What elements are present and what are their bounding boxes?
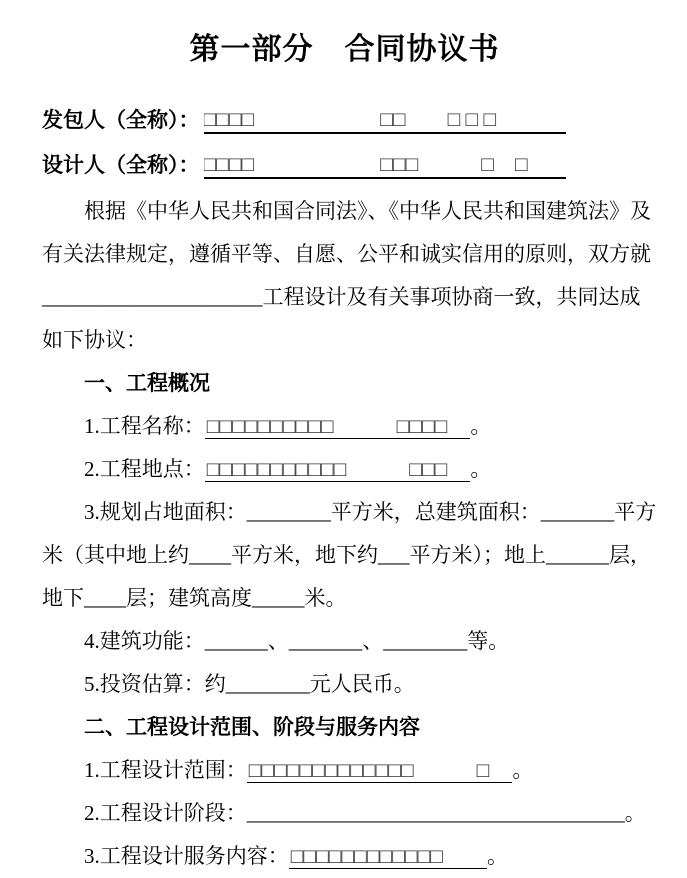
preamble-line-2: 有关法律规定，遵循平等、自愿、公平和诚实信用的原则，双方就: [42, 242, 651, 266]
design-service-label: 3.工程设计服务内容：: [84, 844, 289, 868]
design-scope-label: 1.工程设计范围：: [84, 758, 247, 782]
project-location-line: [42, 448, 647, 491]
design-scope-period: 。: [512, 758, 534, 782]
project-location-blank-field: □□□□□□□□□□□ □□□: [206, 457, 469, 481]
section1-heading: 一、工程概况: [84, 372, 210, 395]
design-service-line: [42, 835, 647, 878]
project-location-label: 2.工程地点：: [84, 457, 205, 481]
design-service-blank-field: □□□□□□□□□□□□: [290, 844, 485, 868]
preamble-line-4: 如下协议：: [42, 328, 147, 352]
design-scope-line: [42, 749, 647, 792]
planned-area-line-1: 3.规划占地面积：________平方米，总建筑面积：_______平方: [84, 500, 657, 524]
project-name-blank-field: □□□□□□□□□□ □□□□: [206, 414, 469, 438]
design-stage-line: 2.工程设计阶段：____________________________________。: [84, 801, 646, 825]
employer-blank-field: □□□□ □□ □ □ □: [204, 106, 566, 134]
design-service-period: 。: [486, 844, 508, 868]
project-location-period: 。: [470, 457, 492, 481]
employer-label: 发包人（全称）：: [42, 109, 200, 132]
design-scope-blank-field: □□□□□□□□□□□□□ □: [248, 758, 511, 782]
building-function-line: 4.建筑功能：______、_______、________等。: [84, 629, 510, 653]
planned-area-line-3: 地下____层；建筑高度_____米。: [42, 586, 347, 610]
investment-estimate-line: 5.投资估算：约________元人民币。: [84, 672, 415, 696]
designer-row: [42, 145, 647, 179]
preamble-line-3: _____________________工程设计及有关事项协商一致，共同达成: [42, 285, 641, 309]
contract-body: [42, 190, 657, 878]
project-name-line: [42, 405, 647, 448]
document-title: 第一部分 合同协议书: [189, 33, 500, 66]
section2-heading: 二、工程设计范围、阶段与服务内容: [84, 716, 420, 739]
employer-row: [42, 100, 647, 134]
preamble-line-1: 根据《中华人民共和国合同法》、《中华人民共和国建筑法》及: [84, 199, 651, 223]
designer-blank-field: □□□□ □□□ □ □: [204, 151, 566, 179]
project-name-label: 1.工程名称：: [84, 414, 205, 438]
project-name-period: 。: [470, 414, 492, 438]
planned-area-line-2: 米（其中地上约____平方米，地下约___平方米）；地上______层，: [42, 543, 651, 567]
designer-label: 设计人（全称）：: [42, 154, 200, 177]
